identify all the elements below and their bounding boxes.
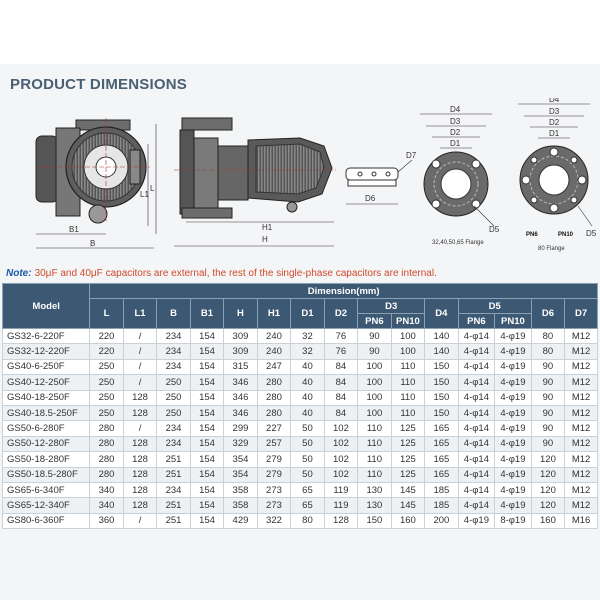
- dimension-cell: M12: [565, 421, 598, 436]
- table-row: [3, 390, 598, 405]
- dimension-cell: 240: [257, 329, 290, 344]
- dimension-cell: 90: [531, 436, 564, 451]
- dimension-cell: 110: [358, 436, 391, 451]
- dimension-cell: 150: [425, 375, 458, 390]
- dimension-cell: 4-φ14: [458, 344, 495, 359]
- dimension-cell: 110: [358, 421, 391, 436]
- dimension-cell: 102: [324, 421, 357, 436]
- dimension-cell: 4-φ14: [458, 375, 495, 390]
- dimension-cell: /: [123, 329, 156, 344]
- note-label: Note:: [6, 268, 32, 279]
- dimension-cell: 125: [391, 467, 424, 482]
- dimension-cell: 40: [291, 390, 324, 405]
- dimension-cell: 4-φ19: [495, 452, 532, 467]
- header-l1: L1: [123, 299, 156, 329]
- model-cell: GS40-12-250F: [3, 375, 90, 390]
- dimension-cell: 40: [291, 359, 324, 374]
- dimension-cell: 80: [531, 329, 564, 344]
- dimension-cell: 65: [291, 482, 324, 497]
- dimension-cell: 257: [257, 436, 290, 451]
- note-text: 30μF and 40μF capacitors are external, the rest of the single-phase capacitors are internal.: [34, 268, 437, 279]
- pump-front-view: [36, 118, 156, 248]
- dimension-cell: 150: [425, 359, 458, 374]
- dimension-cell: 165: [425, 436, 458, 451]
- dimension-cell: 84: [324, 359, 357, 374]
- dimension-cell: 100: [391, 329, 424, 344]
- label-pn6: PN6: [526, 232, 538, 238]
- dimension-cell: 76: [324, 344, 357, 359]
- dimension-cell: 40: [291, 375, 324, 390]
- dimension-cell: M12: [565, 359, 598, 374]
- dimension-cell: 280: [90, 436, 123, 451]
- dimension-cell: 429: [224, 513, 257, 528]
- table-row: [3, 359, 598, 374]
- table-row: [3, 482, 598, 497]
- dimension-cell: 280: [257, 390, 290, 405]
- dimension-cell: 100: [358, 405, 391, 420]
- dimension-cell: 4-φ19: [495, 467, 532, 482]
- header-d3-pn6: PN6: [358, 314, 391, 329]
- label-l: L: [150, 184, 155, 193]
- dimension-cell: 102: [324, 467, 357, 482]
- dimension-cell: 50: [291, 421, 324, 436]
- dimension-cell: 4-φ14: [458, 329, 495, 344]
- label-d2-large: D2: [549, 118, 560, 127]
- dimension-cell: 185: [425, 482, 458, 497]
- dimension-cell: 80: [291, 513, 324, 528]
- header-d3-pn10: PN10: [391, 314, 424, 329]
- dimension-cell: 150: [425, 405, 458, 420]
- dimension-cell: 150: [425, 390, 458, 405]
- dimension-cell: 76: [324, 329, 357, 344]
- dimension-cell: 4-φ14: [458, 405, 495, 420]
- dimension-cell: 102: [324, 436, 357, 451]
- table-row: [3, 467, 598, 482]
- dimension-cell: 128: [324, 513, 357, 528]
- dimension-cell: 128: [123, 405, 156, 420]
- label-d4-small: D4: [450, 105, 461, 114]
- dimension-cell: 119: [324, 498, 357, 513]
- dimension-cell: 90: [358, 344, 391, 359]
- dimension-cell: /: [123, 344, 156, 359]
- dimension-cell: 50: [291, 452, 324, 467]
- model-cell: GS32-12-220F: [3, 344, 90, 359]
- dimension-cell: 84: [324, 375, 357, 390]
- dimension-cell: 102: [324, 452, 357, 467]
- table-row: [3, 405, 598, 420]
- dimension-table: [2, 283, 598, 529]
- dimension-cell: 299: [224, 421, 257, 436]
- dimension-cell: 128: [123, 482, 156, 497]
- dimension-cell: 154: [190, 452, 223, 467]
- dimension-cell: 247: [257, 359, 290, 374]
- dimension-cell: 150: [358, 513, 391, 528]
- dimension-cell: 100: [358, 359, 391, 374]
- dimension-cell: 340: [90, 482, 123, 497]
- label-l1: L1: [140, 190, 149, 199]
- header-b1: B1: [190, 299, 223, 329]
- dimension-cell: 4-φ19: [495, 421, 532, 436]
- dimension-cell: 110: [391, 390, 424, 405]
- dimension-cell: 128: [123, 436, 156, 451]
- dimension-cell: 4-φ19: [495, 436, 532, 451]
- model-cell: GS65-12-340F: [3, 498, 90, 513]
- dimension-cell: 90: [531, 359, 564, 374]
- dimension-cell: 100: [358, 375, 391, 390]
- header-dimension: Dimension(mm): [90, 284, 598, 299]
- dimension-cell: /: [123, 375, 156, 390]
- dimension-cell: 4-φ14: [458, 421, 495, 436]
- model-cell: GS50-18-280F: [3, 452, 90, 467]
- dimension-cell: 280: [90, 467, 123, 482]
- label-d4-large: D4: [549, 98, 560, 104]
- model-cell: GS50-6-280F: [3, 421, 90, 436]
- model-cell: GS50-12-280F: [3, 436, 90, 451]
- dimension-cell: 250: [90, 390, 123, 405]
- dimension-cell: 251: [157, 498, 190, 513]
- dimension-cell: 354: [224, 467, 257, 482]
- dimension-cell: 309: [224, 344, 257, 359]
- dimension-cell: 280: [257, 405, 290, 420]
- dimension-cell: 110: [391, 405, 424, 420]
- flange-small-caption: 32,40,50,65 Flange: [432, 240, 484, 246]
- dimension-cell: M12: [565, 329, 598, 344]
- flange-large: [518, 98, 597, 252]
- dimension-cell: 250: [157, 390, 190, 405]
- dimension-cell: 4-φ19: [495, 482, 532, 497]
- dimension-cell: 90: [531, 421, 564, 436]
- header-h: H: [224, 299, 257, 329]
- dimension-cell: 8-φ19: [495, 513, 532, 528]
- dimension-cell: 358: [224, 498, 257, 513]
- dimension-cell: 110: [391, 359, 424, 374]
- dimension-cell: 84: [324, 390, 357, 405]
- dimension-cell: 280: [90, 421, 123, 436]
- table-row: [3, 344, 598, 359]
- dimension-cell: 250: [90, 359, 123, 374]
- header-d5-pn6: PN6: [458, 314, 495, 329]
- dimension-cell: 128: [123, 452, 156, 467]
- dimension-cell: 140: [425, 329, 458, 344]
- header-l: L: [90, 299, 123, 329]
- dimension-cell: 4-φ19: [495, 375, 532, 390]
- dimension-cell: 80: [531, 344, 564, 359]
- dimension-cell: 145: [391, 498, 424, 513]
- dimension-cell: 354: [224, 452, 257, 467]
- label-b: B: [90, 239, 96, 248]
- table-row: [3, 436, 598, 451]
- dimension-cell: M12: [565, 344, 598, 359]
- table-row: [3, 329, 598, 344]
- header-d1: D1: [291, 299, 324, 329]
- dimension-cell: 227: [257, 421, 290, 436]
- dimension-cell: 50: [291, 467, 324, 482]
- dimension-cell: 329: [224, 436, 257, 451]
- model-cell: GS50-18.5-280F: [3, 467, 90, 482]
- dimension-cell: 154: [190, 390, 223, 405]
- dimension-cell: 4-φ14: [458, 467, 495, 482]
- dimension-cell: 154: [190, 513, 223, 528]
- dimension-cell: 4-φ14: [458, 452, 495, 467]
- dimension-cell: 280: [257, 375, 290, 390]
- label-d1-small: D1: [450, 139, 461, 148]
- header-h1: H1: [257, 299, 290, 329]
- dimension-cell: 4-φ19: [495, 498, 532, 513]
- header-d5: D5: [458, 299, 531, 314]
- dimension-cell: 154: [190, 359, 223, 374]
- dimension-cell: 154: [190, 344, 223, 359]
- dimension-cell: 279: [257, 452, 290, 467]
- table-row: [3, 513, 598, 528]
- label-d5-large: D5: [586, 229, 597, 238]
- label-h: H: [262, 235, 268, 244]
- dimension-cell: 234: [157, 329, 190, 344]
- header-d2: D2: [324, 299, 357, 329]
- dimension-cell: 154: [190, 436, 223, 451]
- dimension-cell: 90: [358, 329, 391, 344]
- table-body: [3, 329, 598, 529]
- dimension-cell: 4-φ19: [495, 359, 532, 374]
- dimension-cell: 200: [425, 513, 458, 528]
- dimension-cell: 251: [157, 467, 190, 482]
- dimension-cell: 234: [157, 344, 190, 359]
- dimension-cell: 234: [157, 436, 190, 451]
- dimension-cell: /: [123, 359, 156, 374]
- dimension-cell: M16: [565, 513, 598, 528]
- dimension-cell: 4-φ19: [495, 405, 532, 420]
- dimension-cell: 185: [425, 498, 458, 513]
- dimension-cell: 154: [190, 467, 223, 482]
- model-cell: GS32-6-220F: [3, 329, 90, 344]
- dimension-cell: 90: [531, 405, 564, 420]
- dimension-cell: 165: [425, 467, 458, 482]
- dimension-cell: 322: [257, 513, 290, 528]
- model-cell: GS40-18.5-250F: [3, 405, 90, 420]
- dimension-cell: 4-φ14: [458, 436, 495, 451]
- capacitor-note: [6, 268, 437, 279]
- dimension-cell: 110: [391, 375, 424, 390]
- label-d7: D7: [406, 151, 417, 160]
- dimension-cell: 120: [531, 452, 564, 467]
- dimension-cell: 358: [224, 482, 257, 497]
- dimension-cell: 4-φ19: [495, 390, 532, 405]
- table-row: [3, 498, 598, 513]
- dimension-cell: 220: [90, 329, 123, 344]
- dimension-cell: 154: [190, 421, 223, 436]
- dimension-cell: 154: [190, 498, 223, 513]
- dimension-cell: 130: [358, 482, 391, 497]
- dimension-cell: 4-φ19: [495, 344, 532, 359]
- dimension-cell: 250: [157, 375, 190, 390]
- dimension-cell: 280: [90, 452, 123, 467]
- dimension-cell: 234: [157, 421, 190, 436]
- dimension-cell: 165: [425, 421, 458, 436]
- header-d6: D6: [531, 299, 564, 329]
- dimension-cell: 32: [291, 344, 324, 359]
- dimension-cell: 251: [157, 513, 190, 528]
- dimension-cell: M12: [565, 375, 598, 390]
- dimension-drawings: [0, 98, 600, 264]
- label-h1: H1: [262, 223, 273, 232]
- dimension-cell: 346: [224, 390, 257, 405]
- dimension-cell: 240: [257, 344, 290, 359]
- dimension-cell: 119: [324, 482, 357, 497]
- dimension-cell: 100: [391, 344, 424, 359]
- dimension-cell: 273: [257, 482, 290, 497]
- dimension-cell: 4-φ14: [458, 359, 495, 374]
- dimension-cell: 234: [157, 482, 190, 497]
- dimension-cell: 273: [257, 498, 290, 513]
- dimension-cell: 130: [358, 498, 391, 513]
- header-d7: D7: [565, 299, 598, 329]
- dimension-cell: 125: [391, 436, 424, 451]
- model-cell: GS40-6-250F: [3, 359, 90, 374]
- dimension-cell: 128: [123, 467, 156, 482]
- label-pn10: PN10: [558, 232, 574, 238]
- dimension-cell: 50: [291, 436, 324, 451]
- dimension-cell: 125: [391, 452, 424, 467]
- header-d3: D3: [358, 299, 425, 314]
- dimension-cell: 120: [531, 482, 564, 497]
- dimension-cell: 309: [224, 329, 257, 344]
- dimension-cell: 154: [190, 329, 223, 344]
- label-d5-small: D5: [489, 225, 500, 234]
- dimension-cell: 340: [90, 498, 123, 513]
- dimension-cell: 40: [291, 405, 324, 420]
- dimension-cell: 84: [324, 405, 357, 420]
- dimension-cell: 4-φ19: [495, 329, 532, 344]
- dimension-cell: 279: [257, 467, 290, 482]
- dimension-cell: 160: [391, 513, 424, 528]
- dimension-cell: M12: [565, 482, 598, 497]
- pump-side-view: [174, 118, 336, 246]
- model-cell: GS65-6-340F: [3, 482, 90, 497]
- dimension-cell: 4-φ14: [458, 498, 495, 513]
- dimension-cell: 125: [391, 421, 424, 436]
- dimension-cell: M12: [565, 467, 598, 482]
- top-band: [0, 0, 600, 64]
- header-model: Model: [3, 284, 90, 329]
- model-cell: GS80-6-360F: [3, 513, 90, 528]
- label-d2-small: D2: [450, 128, 461, 137]
- dimension-cell: 346: [224, 405, 257, 420]
- dimension-cell: 234: [157, 359, 190, 374]
- dimension-cell: 160: [531, 513, 564, 528]
- dimension-cell: 128: [123, 498, 156, 513]
- dimension-cell: 154: [190, 405, 223, 420]
- header-d5-pn10: PN10: [495, 314, 532, 329]
- dimension-cell: 110: [358, 467, 391, 482]
- dimension-cell: 4-φ14: [458, 390, 495, 405]
- header-d4: D4: [425, 299, 458, 329]
- table-row: [3, 375, 598, 390]
- label-d3-small: D3: [450, 117, 461, 126]
- label-d6: D6: [365, 194, 376, 203]
- flange-large-caption: 80 Flange: [538, 246, 565, 252]
- table-row: [3, 421, 598, 436]
- header-b: B: [157, 299, 190, 329]
- bolt-detail: [346, 151, 417, 204]
- dimension-cell: 250: [157, 405, 190, 420]
- dimension-cell: M12: [565, 436, 598, 451]
- dimension-cell: 360: [90, 513, 123, 528]
- dimension-cell: 4-φ19: [458, 513, 495, 528]
- flange-small: [420, 105, 500, 246]
- dimension-cell: 220: [90, 344, 123, 359]
- dimension-cell: 145: [391, 482, 424, 497]
- dimension-cell: M12: [565, 452, 598, 467]
- label-b1: B1: [69, 225, 79, 234]
- dimension-cell: 250: [90, 375, 123, 390]
- dimension-cell: 315: [224, 359, 257, 374]
- model-cell: GS40-18-250F: [3, 390, 90, 405]
- dimension-cell: M12: [565, 498, 598, 513]
- dimension-cell: 120: [531, 498, 564, 513]
- page-title: PRODUCT DIMENSIONS: [10, 76, 187, 93]
- dimension-cell: 32: [291, 329, 324, 344]
- table-row: [3, 452, 598, 467]
- label-d3-large: D3: [549, 107, 560, 116]
- dimension-cell: 100: [358, 390, 391, 405]
- dimension-cell: 120: [531, 467, 564, 482]
- dimension-cell: /: [123, 513, 156, 528]
- dimension-cell: 65: [291, 498, 324, 513]
- dimension-cell: 154: [190, 375, 223, 390]
- dimension-cell: 346: [224, 375, 257, 390]
- dimension-cell: 165: [425, 452, 458, 467]
- dimension-cell: 90: [531, 390, 564, 405]
- dimension-cell: 90: [531, 375, 564, 390]
- dimension-cell: /: [123, 421, 156, 436]
- dimension-cell: M12: [565, 390, 598, 405]
- dimension-cell: 250: [90, 405, 123, 420]
- dimension-cell: 110: [358, 452, 391, 467]
- dimension-cell: M12: [565, 405, 598, 420]
- dimension-cell: 140: [425, 344, 458, 359]
- dimension-cell: 154: [190, 482, 223, 497]
- label-d1-large: D1: [549, 129, 560, 138]
- dimension-cell: 251: [157, 452, 190, 467]
- dimension-cell: 128: [123, 390, 156, 405]
- dimension-cell: 4-φ14: [458, 482, 495, 497]
